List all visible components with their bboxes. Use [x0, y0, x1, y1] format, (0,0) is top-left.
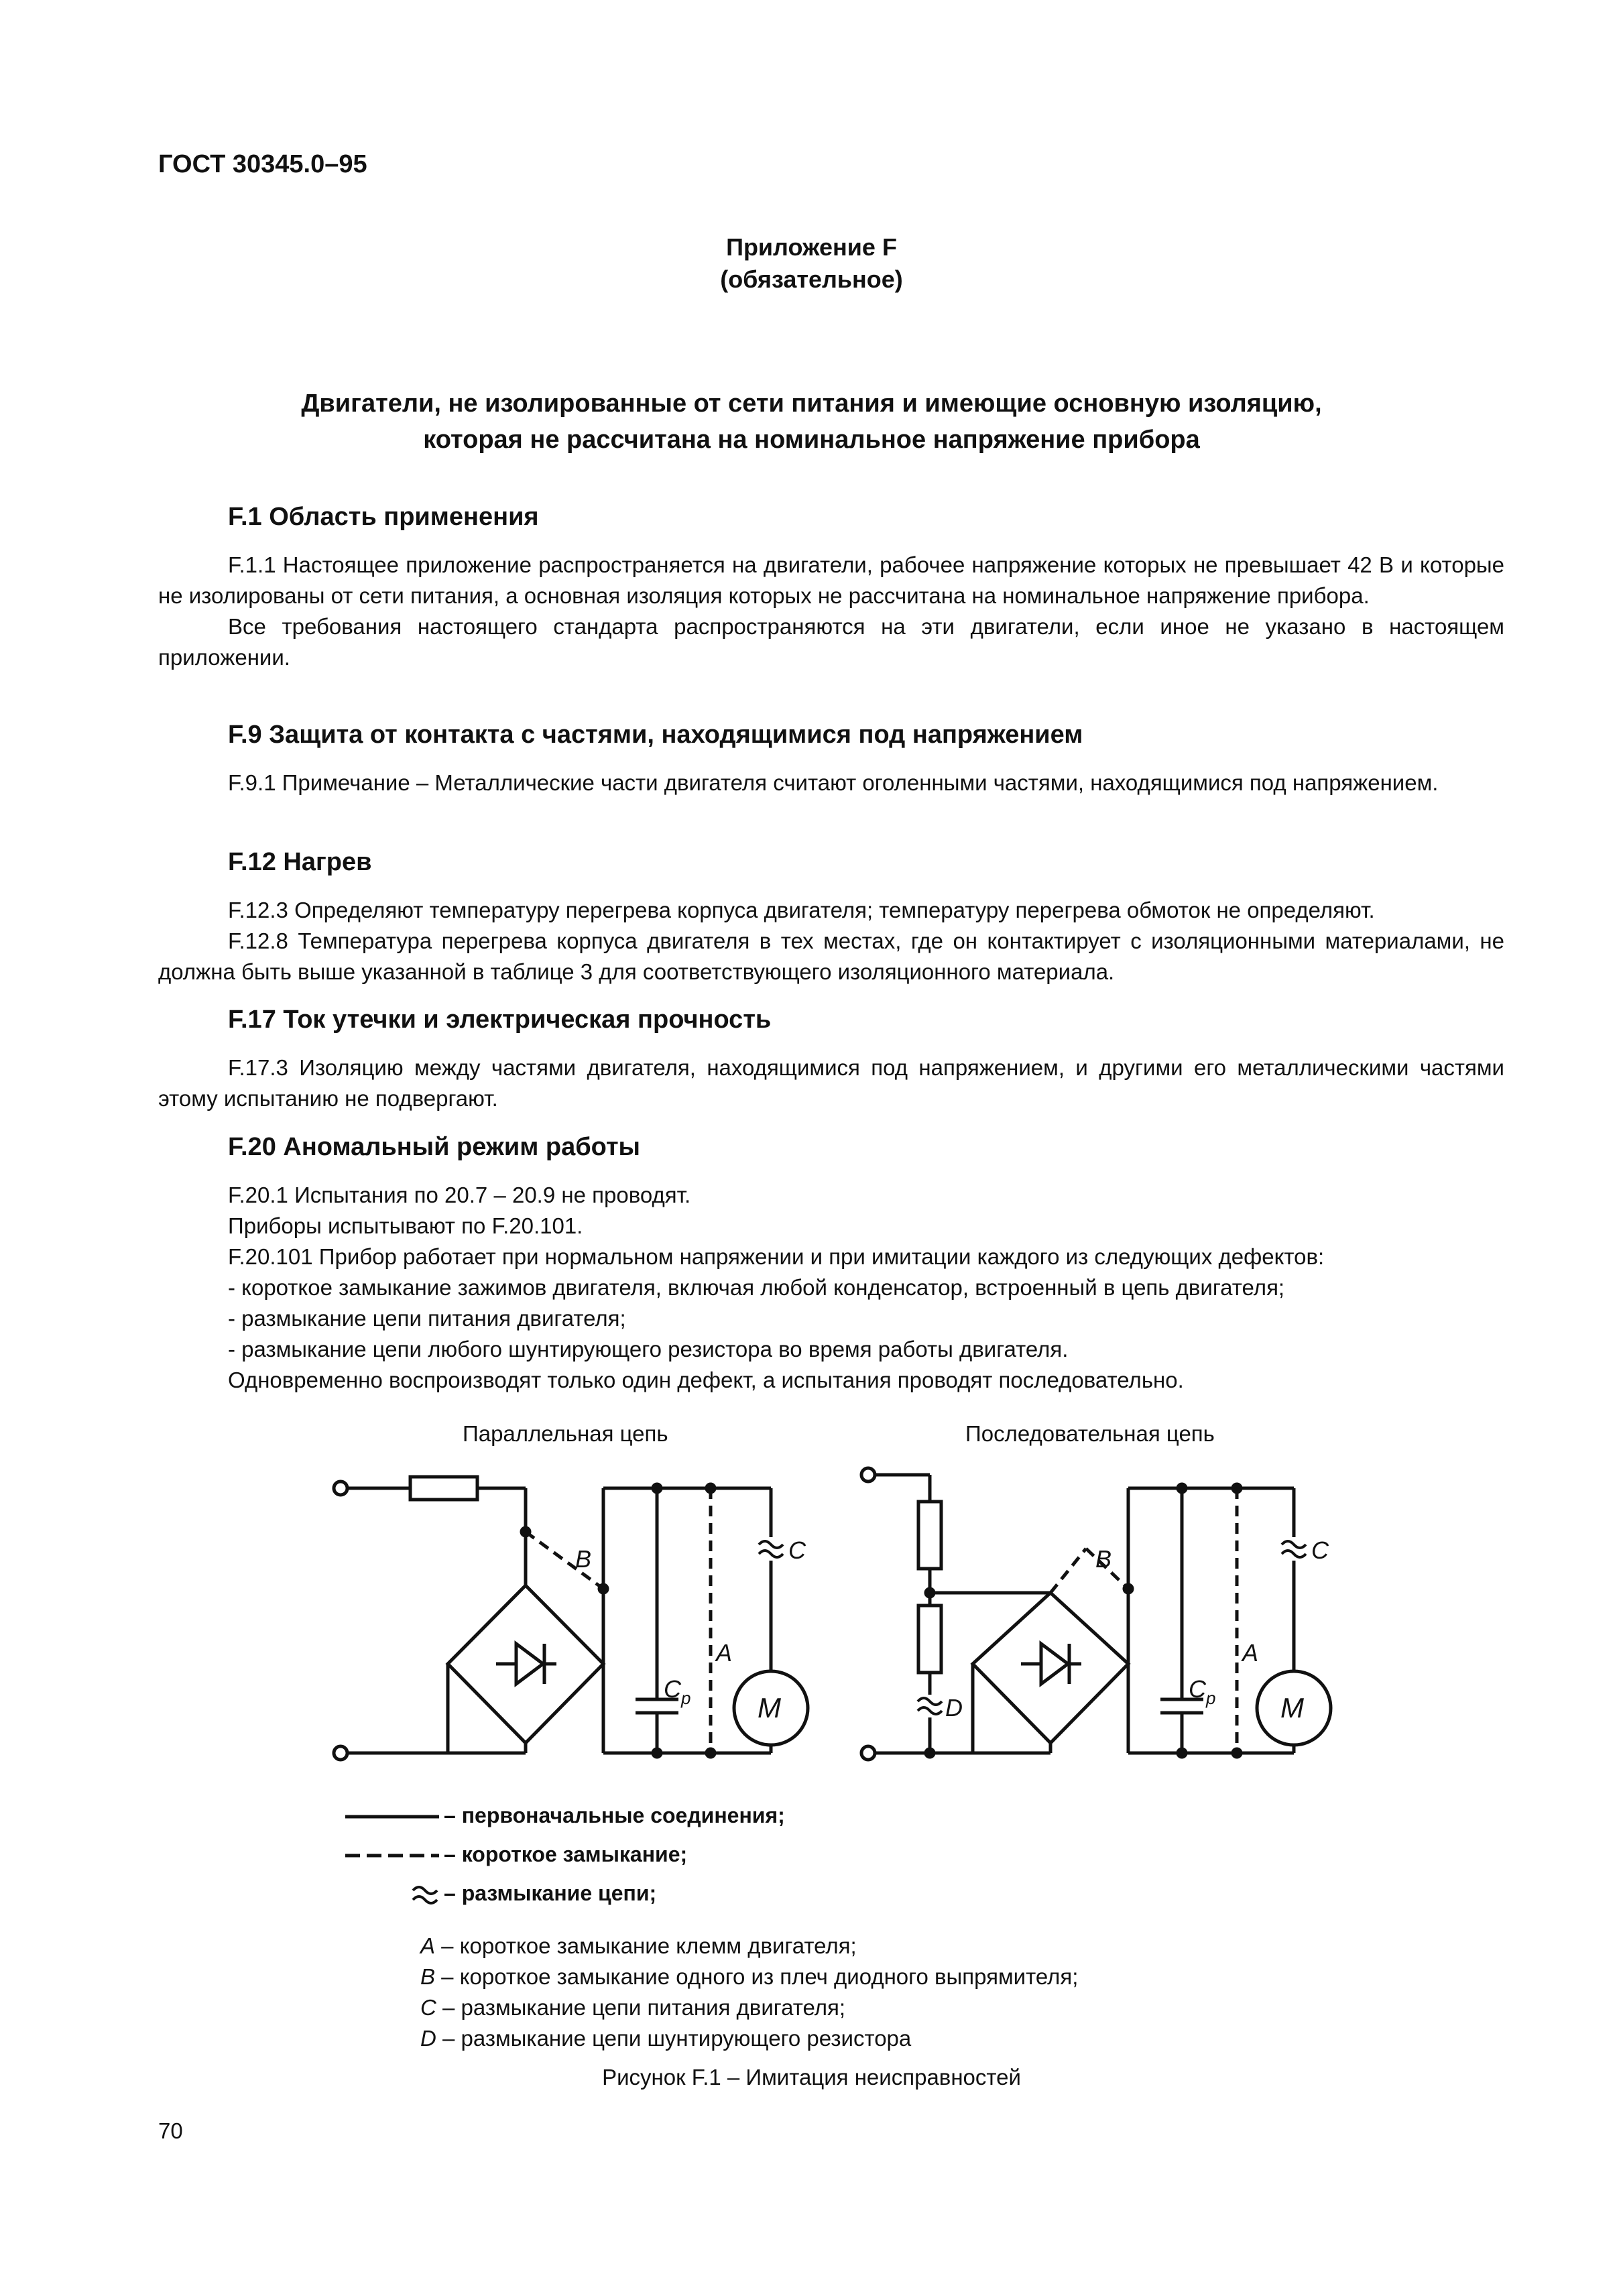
- key-letter: D: [420, 2026, 436, 2051]
- paragraph: F.20.1 Испытания по 20.7 – 20.9 не проводят.: [228, 1183, 691, 1207]
- section-body-f12: [158, 895, 1504, 987]
- figure-keys: [420, 1931, 1078, 2054]
- label-cp: [1189, 1675, 1215, 1708]
- section-heading-f9: F.9 Защита от контакта с частями, находящимися под напряжением: [228, 721, 1083, 749]
- label-d: D: [945, 1694, 963, 1721]
- label-b: B: [575, 1545, 592, 1573]
- key-text: – размыкание цепи шунтирующего резистора: [436, 2026, 912, 2051]
- label-b: B: [1095, 1545, 1112, 1573]
- terminal: [861, 1746, 875, 1760]
- series-resistor: [918, 1502, 941, 1569]
- key-letter: C: [420, 1995, 436, 2020]
- legend-solid-text: – первоначальные соединения;: [444, 1803, 785, 1827]
- paragraph: Приборы испытывают по F.20.101.: [228, 1213, 583, 1238]
- paragraph: F.12.3 Определяют температуру перегрева корпуса двигателя; температуру перегрева обмоток не определяют.: [228, 898, 1375, 922]
- annex-label: Приложение F: [726, 233, 897, 261]
- paragraph: F.20.101 Прибор работает при нормальном напряжении и при имитации каждого из следующих дефектов:: [228, 1244, 1325, 1269]
- short-b-dashed: [526, 1532, 603, 1589]
- section-heading-f20: F.20 Аномальный режим работы: [228, 1133, 641, 1161]
- key-letter: A: [420, 1933, 436, 1958]
- section-body-f1: [158, 550, 1504, 673]
- terminal: [334, 1482, 347, 1495]
- label-cp-letter: C: [1189, 1675, 1206, 1703]
- section-body-f20: [158, 1180, 1504, 1396]
- annex-status: (обязательное): [720, 265, 903, 293]
- list-item: - размыкание цепи любого шунтирующего резистора во время работы двигателя.: [228, 1337, 1069, 1362]
- label-c: C: [1311, 1536, 1329, 1564]
- annex-title: [0, 385, 1623, 458]
- terminal: [861, 1468, 875, 1482]
- break-c-symbol: [759, 1541, 783, 1557]
- paragraph: Все требования настоящего стандарта распространяются на эти двигатели, если иное не указано в настоящем приложении.: [158, 614, 1504, 670]
- parallel-circuit: [334, 1477, 808, 1760]
- paragraph: F.17.3 Изоляцию между частями двигателя, находящимися под напряжением, и другими его металлическими частями этому испытанию не подвергают.: [158, 1055, 1504, 1111]
- legend-break-text: – размыкание цепи;: [444, 1881, 657, 1905]
- section-body-f17: [158, 1052, 1504, 1114]
- key-item: [420, 1931, 1078, 1961]
- key-text: – размыкание цепи питания двигателя;: [436, 1995, 846, 2020]
- legend-symbols: [0, 1797, 1623, 1931]
- key-letter: B: [420, 1964, 436, 1989]
- short-b-dashed: [1050, 1549, 1086, 1593]
- paragraph: F.12.8 Температура перегрева корпуса двигателя в тех местах, где он контактирует с изоляционными материалами, не должна быть выше указанной в таблице 3 для соответствующего изоляционного материала.: [158, 928, 1504, 984]
- section-heading-f17: F.17 Ток утечки и электрическая прочность: [228, 1006, 772, 1034]
- key-text: – короткое замыкание клемм двигателя;: [435, 1933, 857, 1958]
- parallel-circuit-title: Параллельная цепь: [463, 1421, 668, 1446]
- annex-heading: [0, 231, 1623, 296]
- section-body-f9: [158, 768, 1504, 798]
- break-c-symbol: [1282, 1541, 1306, 1557]
- terminal: [334, 1746, 347, 1760]
- section-heading-f12: F.12 Нагрев: [228, 848, 372, 876]
- label-a: A: [716, 1639, 733, 1667]
- label-a: A: [1242, 1639, 1259, 1667]
- annex-title-line-1: Двигатели, не изолированные от сети питания и имеющие основную изоляцию,: [301, 389, 1322, 418]
- figure-caption: Рисунок F.1 – Имитация неисправностей: [602, 2065, 1021, 2090]
- label-m: M: [1280, 1692, 1304, 1724]
- legend-break-symbol: [413, 1887, 437, 1903]
- key-text: – короткое замыкание одного из плеч диодного выпрямителя;: [435, 1964, 1079, 1989]
- key-item: [420, 1961, 1078, 1992]
- break-d-symbol: [918, 1698, 942, 1714]
- document-code: ГОСТ 30345.0–95: [158, 150, 367, 178]
- label-cp-letter: C: [664, 1675, 681, 1703]
- series-resistor: [410, 1477, 477, 1500]
- label-cp-subscript: p: [1206, 1688, 1216, 1708]
- circuit-figure: [0, 1448, 1623, 1823]
- series-circuit-title: Последовательная цепь: [965, 1421, 1215, 1446]
- list-item: - короткое замыкание зажимов двигателя, включая любой конденсатор, встроенный в цепь двигателя;: [228, 1275, 1285, 1300]
- paragraph: F.9.1 Примечание – Металлические части двигателя считают оголенными частями, находящимися под напряжением.: [228, 770, 1439, 795]
- key-item: [420, 2023, 1078, 2054]
- label-cp: [664, 1675, 690, 1708]
- section-heading-f1: F.1 Область применения: [228, 503, 539, 531]
- label-m: M: [758, 1692, 781, 1724]
- annex-title-line-2: которая не рассчитана на номинальное напряжение прибора: [423, 426, 1200, 454]
- shunt-resistor: [918, 1606, 941, 1673]
- label-cp-subscript: p: [681, 1688, 691, 1708]
- label-c: C: [788, 1536, 806, 1564]
- page-number: 70: [158, 2118, 183, 2143]
- legend-dashed-text: – короткое замыкание;: [444, 1842, 688, 1866]
- series-circuit: [861, 1468, 1331, 1760]
- list-item: - размыкание цепи питания двигателя;: [228, 1306, 626, 1331]
- paragraph: F.1.1 Настоящее приложение распространяется на двигатели, рабочее напряжение которых не превышает 42 В и которые не изолированы от сети питания, а основная изоляция которых не рассчитана на номинальное напряжение прибора.: [158, 552, 1504, 608]
- key-item: [420, 1992, 1078, 2023]
- paragraph: Одновременно воспроизводят только один дефект, а испытания проводят последовательно.: [228, 1368, 1184, 1392]
